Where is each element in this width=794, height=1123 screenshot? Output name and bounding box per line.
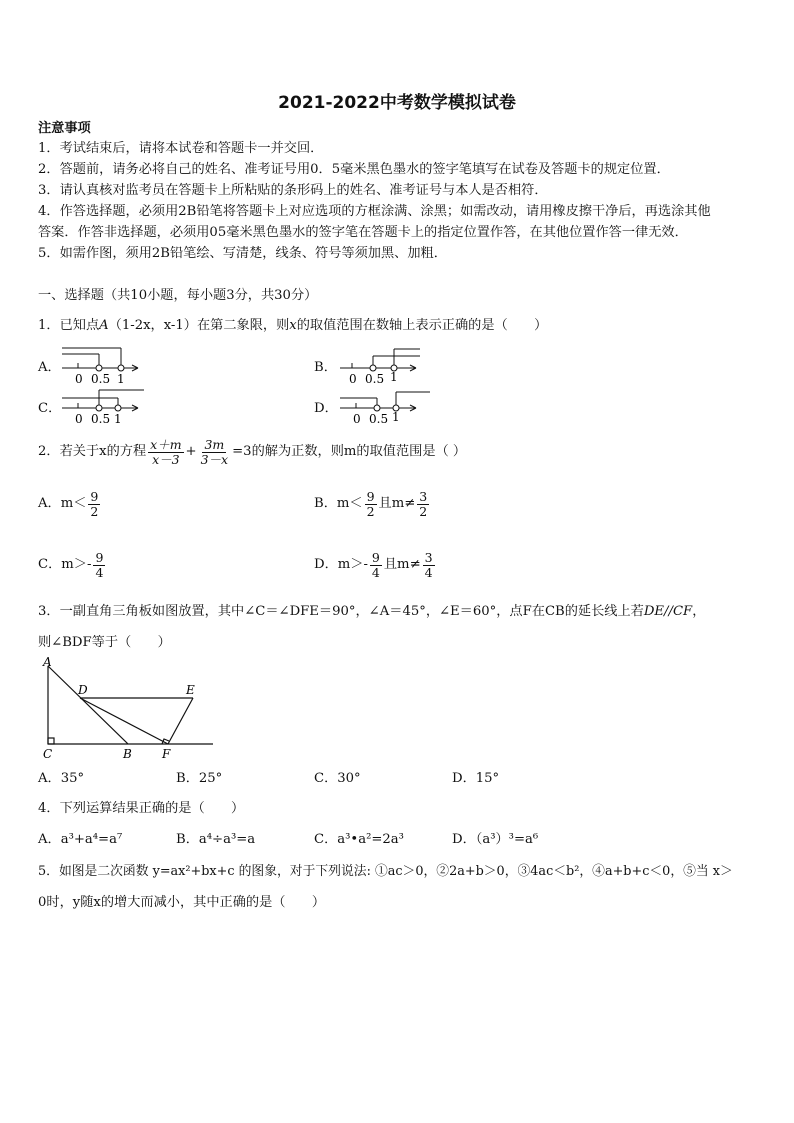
number-line-a [58, 346, 158, 386]
tick-label: 0 [349, 372, 357, 386]
tick-label: 0 [353, 412, 361, 426]
tick-label: 1 [392, 410, 400, 424]
q1-option-b-label[interactable]: B． [314, 360, 337, 375]
tick-label: 1 [390, 370, 398, 384]
q4-option-c[interactable]: C．a³•a²=2a³ [314, 832, 404, 847]
section-heading: 一、选择题（共10小题，每小题3分，共30分） [38, 288, 318, 303]
number-line-b [336, 346, 436, 386]
page-title: 2021-2022中考数学模拟试卷 [278, 93, 516, 113]
point-label-a: A [43, 655, 52, 669]
notice-item: 1．考试结束后，请将本试卷和答题卡一并交回． [38, 141, 324, 156]
q4-option-d[interactable]: D．（a³）³=a⁶ [452, 832, 539, 847]
tick-label: 0.5 [365, 372, 385, 386]
q2-option-d[interactable]: D．m＞- $\frac{9}{4}$ 且m≠ $\frac{3}{4}$ [314, 549, 433, 580]
notice-item: 5．如需作图，须用2B铅笔绘、写清楚，线条、符号等须加黑、加粗． [38, 246, 447, 261]
tick-label: 1 [114, 412, 122, 426]
notice-item: 2．答题前，请务必将自己的姓名、准考证号用0．5毫米黑色墨水的签字笔填写在试卷及答题卡的规定位置． [38, 162, 670, 177]
q2-option-a[interactable]: A．m＜ $\frac{9}{2}$ [38, 488, 99, 519]
q4-option-b[interactable]: B．a⁴÷a³=a [176, 832, 256, 847]
question-3-stem-line2: 则∠BDF等于（ ） [38, 635, 171, 650]
q2-option-b[interactable]: B．m＜ $\frac{9}{2}$ 且m≠ $\frac{3}{2}$ [314, 488, 428, 519]
number-line-d [336, 386, 436, 426]
tick-label: 0.5 [91, 412, 111, 426]
tick-label: 0.5 [369, 412, 389, 426]
question-3-stem: 3．一副直角三角板如图放置，其中∠C＝∠DFE＝90°，∠A＝45°，∠E＝60°，点F在CB的延长线上若DE//CF， [38, 604, 706, 619]
notice-item: 3．请认真核对监考员在答题卡上所粘贴的条形码上的姓名、准考证号与本人是否相符． [38, 183, 548, 198]
q4-option-a[interactable]: A．a³+a⁴=a⁷ [38, 832, 123, 847]
q3-option-a[interactable]: A．35° [38, 771, 85, 786]
notice-item: 答案．作答非选择题，必须用05毫米黑色墨水的签字笔在答题卡上的指定位置作答，在其他位置作答一律无效． [38, 225, 688, 240]
point-label-b: B [123, 747, 132, 761]
tick-label: 0 [75, 412, 83, 426]
question-4-stem: 4．下列运算结果正确的是（ ） [38, 801, 245, 816]
q1-option-d-label[interactable]: D． [314, 401, 338, 416]
q1-option-c-label[interactable]: C． [38, 401, 62, 416]
tick-label: 0.5 [91, 372, 111, 386]
point-label-f: F [162, 747, 171, 761]
number-line-c [58, 386, 158, 426]
question-2-stem: 2．若关于x的方程 $\frac{x+m}{x-3}$ + $\frac{3m}{3-x}$ =3的解为正数，则m的取值范围是（ ） [38, 436, 467, 467]
tick-label: 0 [75, 372, 83, 386]
q3-option-d[interactable]: D．15° [452, 771, 500, 786]
point-label-c: C [43, 747, 53, 761]
question-5-stem: 5．如图是二次函数 y=ax²+bx+c 的图象，对于下列说法: ①ac＞0，②2a+b＞0，③4ac＜b²，④a+b+c＜0，⑤当 x＞ [38, 864, 733, 879]
q1-option-a-label[interactable]: A． [38, 360, 61, 375]
q2-option-c[interactable]: C．m＞- $\frac{9}{4}$ [38, 549, 104, 580]
tick-label: 1 [117, 372, 125, 386]
question-1-stem: 1．已知点A（1-2x，x-1）在第二象限，则x的取值范围在数轴上表示正确的是（ ） [38, 318, 548, 333]
point-label-e: E [186, 683, 195, 697]
notice-item: 4．作答选择题，必须用2B铅笔将答题卡上对应选项的方框涂满、涂黑；如需改动，请用橡皮擦干净后，再选涂其他 [38, 204, 711, 219]
q3-option-b[interactable]: B．25° [176, 771, 223, 786]
triangle-figure [38, 654, 218, 762]
point-label-d: D [78, 683, 88, 697]
notice-heading: 注意事项 [38, 121, 91, 136]
question-5-stem-line2: 0时，y随x的增大而减小，其中正确的是（ ） [38, 895, 326, 910]
q3-option-c[interactable]: C．30° [314, 771, 361, 786]
